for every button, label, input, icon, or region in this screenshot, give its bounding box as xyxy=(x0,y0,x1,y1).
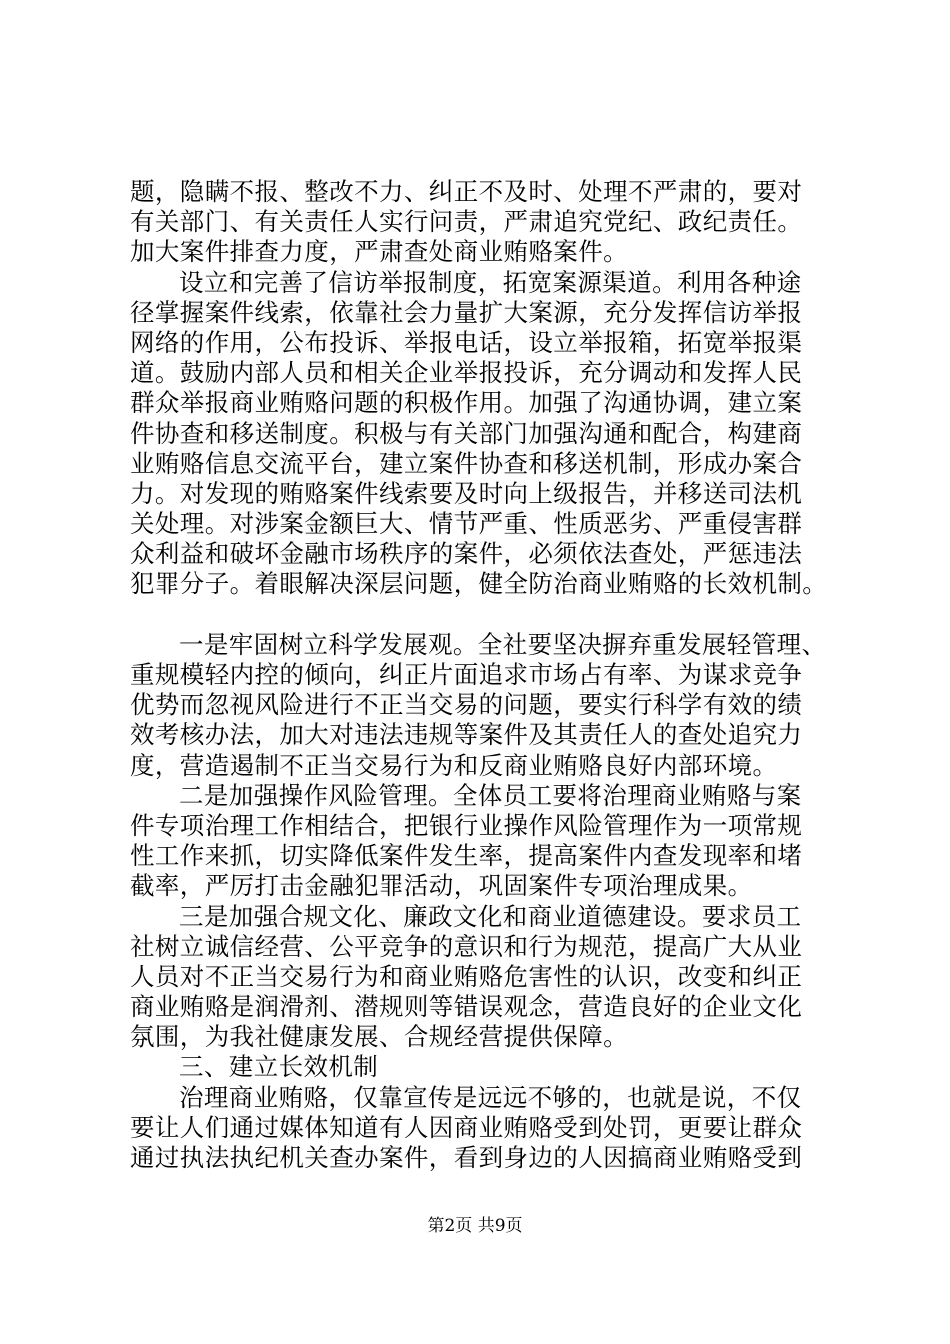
text-line: 商业贿赂是润滑剂、潜规则等错误观念，营造良好的企业文化 xyxy=(130,992,803,1022)
text-line: 业贿赂信息交流平台，建立案件协查和移送机制，形成办案合 xyxy=(130,448,803,478)
text-line: 截率，严厉打击金融犯罪活动，巩固案件专项治理成果。 xyxy=(130,871,753,901)
text-line: 要让人们通过媒体知道有人因商业贿赂受到处罚，更要让群众 xyxy=(130,1112,803,1142)
text-line: 通过执法执纪机关查办案件，看到身边的人因搞商业贿赂受到 xyxy=(130,1143,803,1172)
paragraph xyxy=(130,1052,850,1082)
text-line: 治理商业贿赂，仅靠宣传是远远不够的，也就是说，不仅 xyxy=(179,1082,802,1112)
paragraph-spacer xyxy=(130,600,850,630)
text-line: 众利益和破坏金融市场秩序的案件，必须依法查处，严惩违法 xyxy=(130,539,803,569)
text-line: 重规模轻内控的倾向，纠正片面追求市场占有率、为谋求竞争 xyxy=(130,660,803,689)
text-line: 设立和完善了信访举报制度，拓宽案源渠道。利用各种途 xyxy=(179,267,802,297)
paragraph xyxy=(130,781,850,902)
text-line: 度，营造遏制不正当交易行为和反商业贿赂良好内部环境。 xyxy=(130,750,778,780)
text-line: 径掌握案件线索，依靠社会力量扩大案源，充分发挥信访举报 xyxy=(130,297,803,327)
text-line: 人员对不正当交易行为和商业贿赂危害性的认识，改变和纠正 xyxy=(130,961,803,991)
text-line: 效考核办法，加大对违法违规等案件及其责任人的查处追究力 xyxy=(130,720,803,750)
text-line: 题，隐瞒不报、整改不力、纠正不及时、处理不严肃的，要对 xyxy=(130,177,803,206)
text-line: 件专项治理工作相结合，把银行业操作风险管理作为一项常规 xyxy=(130,810,803,840)
paragraph xyxy=(130,1083,850,1174)
text-line: 氛围，为我社健康发展、合规经营提供保障。 xyxy=(130,1022,628,1052)
text-line: 三是加强合规文化、廉政文化和商业道德建设。要求员工 xyxy=(179,901,802,931)
text-line: 犯罪分子。着眼解决深层问题，健全防治商业贿赂的长效机制。 xyxy=(130,569,828,599)
text-line: 一是牢固树立科学发展观。全社要坚决摒弃重发展轻管理、 xyxy=(179,629,827,659)
text-line: 有关部门、有关责任人实行问责，严肃追究党纪、政纪责任。 xyxy=(130,207,803,237)
text-line: 群众举报商业贿赂问题的积极作用。加强了沟通协调，建立案 xyxy=(130,388,803,418)
document-body xyxy=(130,177,850,1173)
text-line: 三、建立长效机制 xyxy=(179,1052,379,1082)
text-line: 网络的作用，公布投诉、举报电话，设立举报箱，拓宽举报渠 xyxy=(130,327,803,357)
text-line: 件协查和移送制度。积极与有关部门加强沟通和配合，构建商 xyxy=(130,418,803,448)
text-line: 力。对发现的贿赂案件线索要及时向上级报告，并移送司法机 xyxy=(130,478,803,508)
text-line: 优势而忽视风险进行不正当交易的问题，要实行科学有效的绩 xyxy=(130,690,803,720)
text-line: 道。鼓励内部人员和相关企业举报投诉，充分调动和发挥人民 xyxy=(130,358,803,388)
text-line: 社树立诚信经营、公平竞争的意识和行为规范，提高广大从业 xyxy=(130,931,803,961)
text-line: 二是加强操作风险管理。全体员工要将治理商业贿赂与案 xyxy=(179,780,802,810)
paragraph xyxy=(130,177,850,268)
text-line: 性工作来抓，切实降低案件发生率，提高案件内查发现率和堵 xyxy=(130,841,803,871)
text-line: 关处理。对涉案金额巨大、情节严重、性质恶劣、严重侵害群 xyxy=(130,509,803,539)
page-footer: 第2页 共9页 xyxy=(427,1216,523,1236)
text-line: 加大案件排查力度，严肃查处商业贿赂案件。 xyxy=(130,237,628,267)
paragraph xyxy=(130,630,850,781)
paragraph xyxy=(130,902,850,1053)
paragraph xyxy=(130,268,850,600)
